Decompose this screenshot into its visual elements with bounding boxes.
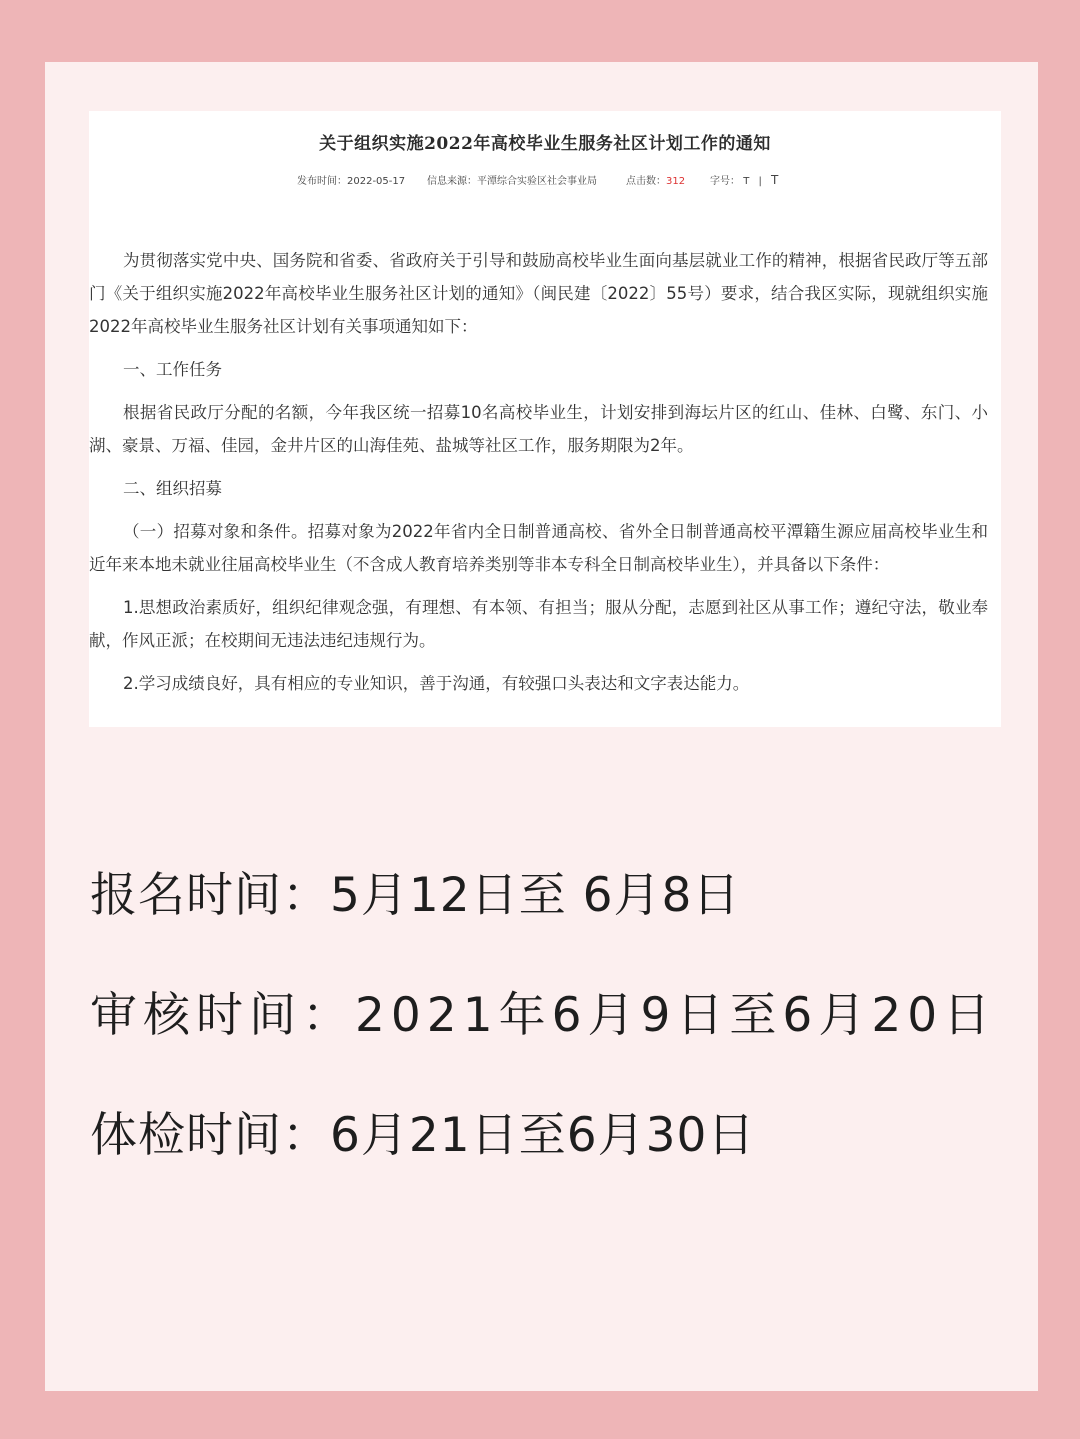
- font-size-separator: |: [758, 176, 762, 187]
- paragraph-condition-1: 1.思想政治素质好，组织纪律观念强，有理想、有本领、有担当；服从分配，志愿到社区从事工作；遵纪守法，敬业奉献，作风正派；在校期间无违法违纪违规行为。: [89, 598, 988, 650]
- document-screenshot: [89, 111, 1001, 727]
- click-count: [626, 172, 685, 187]
- section-heading-recruitment: 二、组织招募: [123, 479, 222, 498]
- document-title: 关于组织实施2022年高校毕业生服务社区计划工作的通知: [319, 134, 771, 154]
- paragraph-intro: 为贯彻落实党中央、国务院和省委、省政府关于引导和鼓励高校毕业生面向基层就业工作的精神，根据省民政厅等五部门《关于组织实施2022年高校毕业生服务社区计划的通知》（闽民建〔2022〕55号）要求，结合我区实际，现就组织实施2022年高校毕业生服务社区计划有关事项通知如下：: [89, 251, 988, 336]
- info-source: 信息来源：平潭综合实验区社会事业局: [427, 176, 597, 187]
- exam-time: 体检时间：6月21日至6月30日: [90, 1108, 756, 1163]
- click-count-label: 点击数：: [626, 176, 666, 187]
- font-size-label: 字号：: [710, 176, 740, 187]
- section-heading-tasks: 一、工作任务: [123, 360, 222, 379]
- paragraph-tasks: 根据省民政厅分配的名额，今年我区统一招募10名高校毕业生，计划安排到海坛片区的红山、佳林、白鹭、东门、小湖、豪景、万福、佳园，金井片区的山海佳苑、盐城等社区工作，服务期限为2年。: [89, 403, 988, 455]
- review-time: 审核时间：2021年6月9日至6月20日: [90, 988, 997, 1043]
- paragraph-condition-2: 2.学习成绩良好，具有相应的专业知识，善于沟通，有较强口头表达和文字表达能力。: [123, 674, 750, 693]
- document-body: [89, 244, 988, 710]
- font-size-large-button[interactable]: T: [771, 173, 779, 187]
- document-meta: [89, 172, 1001, 186]
- publish-date: 发布时间：2022-05-17: [297, 176, 406, 187]
- font-size-control: [710, 172, 778, 187]
- registration-time: 报名时间：5月12日至 6月8日: [90, 868, 741, 923]
- paragraph-recruitment-targets: （一）招募对象和条件。招募对象为2022年省内全日制普通高校、省外全日制普通高校平潭籍生源应届高校毕业生和近年来本地未就业往届高校毕业生（不含成人教育培养类别等非本专科全日制高校毕业生），并具备以下条件：: [89, 522, 988, 574]
- font-size-small-button[interactable]: T: [743, 176, 750, 187]
- click-count-value: 312: [666, 176, 686, 187]
